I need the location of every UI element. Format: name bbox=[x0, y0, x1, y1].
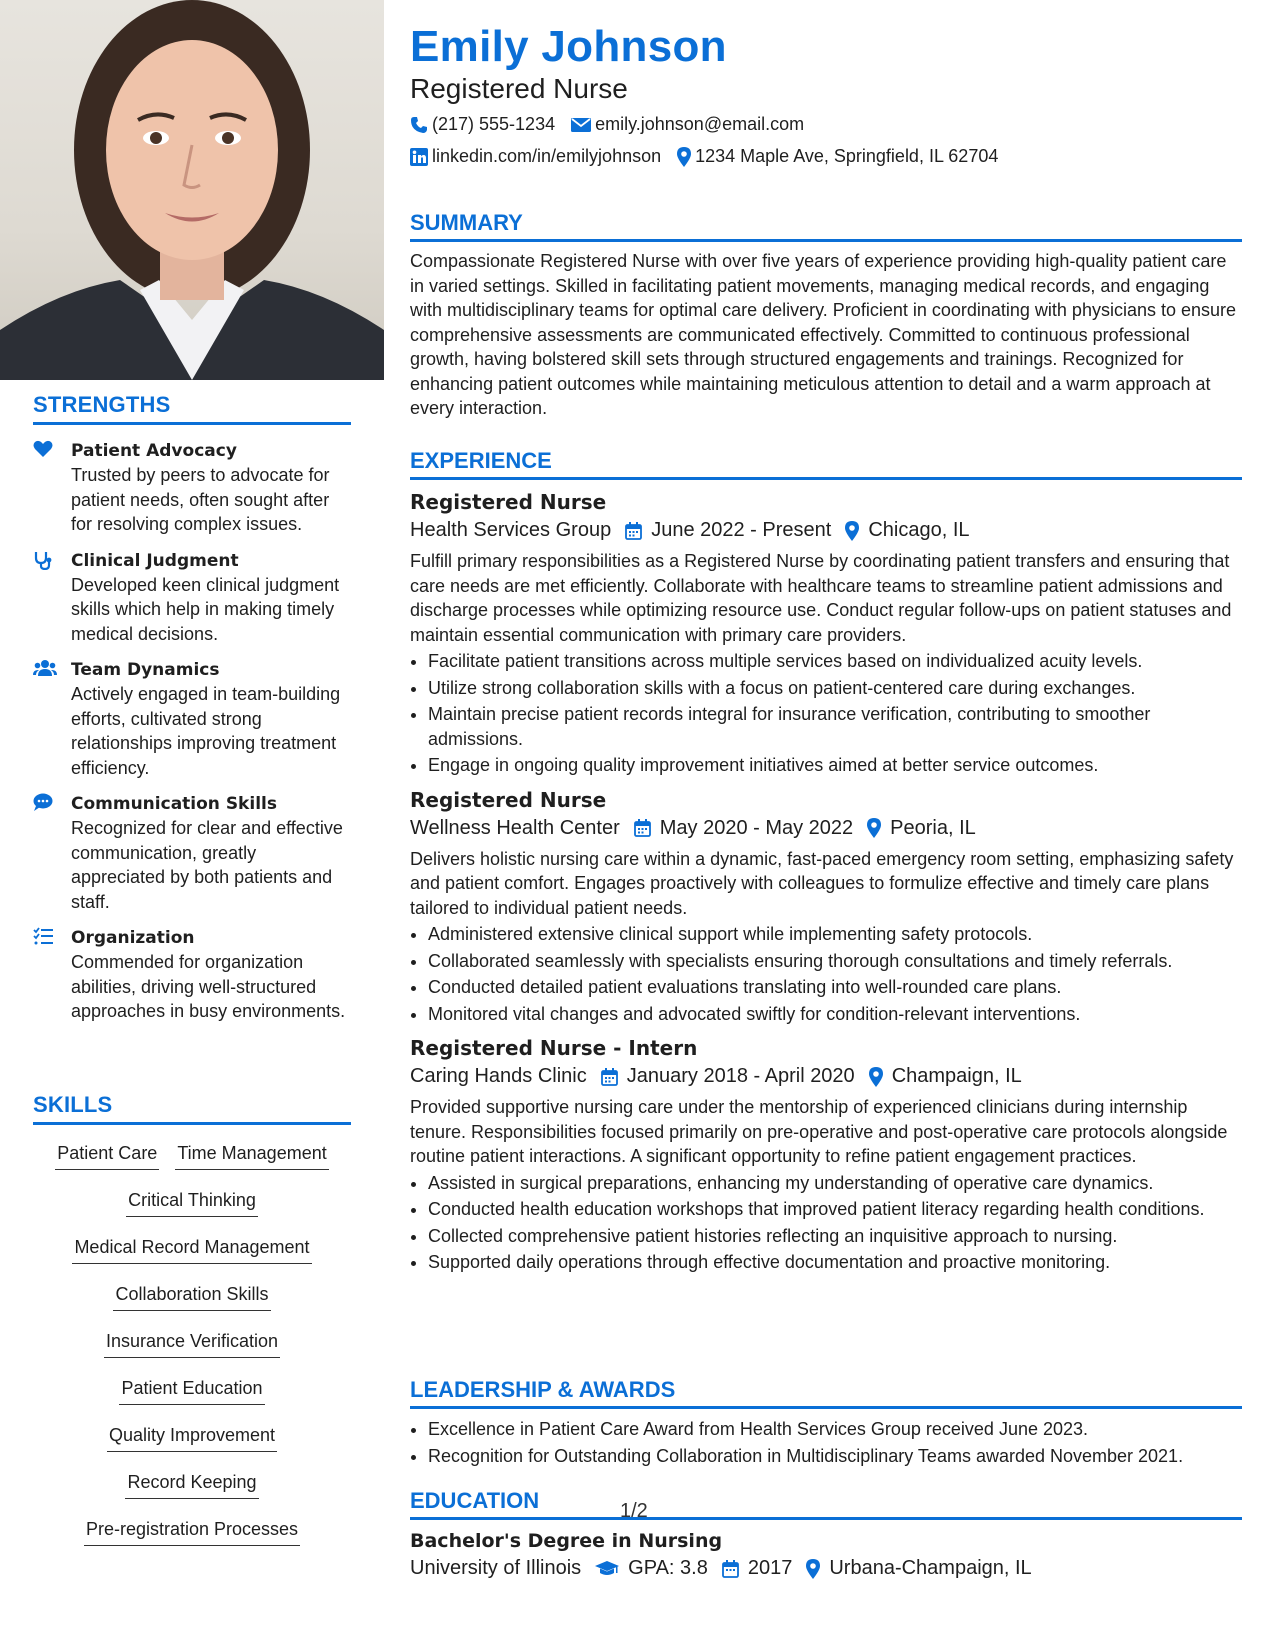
heart-icon bbox=[33, 440, 55, 460]
strengths-heading: STRENGTHS bbox=[33, 392, 351, 425]
job-meta bbox=[410, 817, 1242, 840]
gpa bbox=[595, 1557, 708, 1580]
experience-section bbox=[410, 448, 1242, 1277]
job-title: Registered Nurse bbox=[410, 490, 607, 514]
location-text: Champaign, IL bbox=[891, 1065, 1022, 1087]
awards-section bbox=[410, 1377, 1242, 1470]
phone-icon bbox=[410, 116, 428, 134]
strength-title: Communication Skills bbox=[71, 794, 277, 814]
skill-tag: Patient Education bbox=[119, 1374, 264, 1405]
strength-item bbox=[33, 792, 351, 914]
linkedin-item[interactable] bbox=[410, 146, 661, 167]
bullet-item: • Assisted in surgical preparations, enhancing my understanding of operative care dynamics. bbox=[428, 1171, 1242, 1196]
strength-item bbox=[33, 658, 351, 780]
candidate-name: Emily Johnson bbox=[410, 22, 727, 71]
gpa-text: GPA: 3.8 bbox=[628, 1557, 708, 1579]
strength-title: Patient Advocacy bbox=[71, 441, 237, 461]
address-item bbox=[677, 146, 998, 167]
job-desc: Provided supportive nursing care under the mentorship of experienced clinicians during internship tenure. Responsibilities focused primarily on pre-operative and post-operative care protocols alongside routine patient interactions. A significant opportunity to refine patient engagement practices. bbox=[410, 1097, 1228, 1166]
strength-desc: Recognized for clear and effective communication, greatly appreciated by both patients and staff. bbox=[71, 818, 343, 912]
strength-item bbox=[33, 439, 351, 537]
award-item: • Excellence in Patient Care Award from Health Services Group received June 2023. bbox=[428, 1417, 1242, 1442]
page-number: 1/2 bbox=[620, 1500, 648, 1522]
location-pin-icon bbox=[845, 521, 859, 541]
contact-row-2 bbox=[410, 146, 1014, 167]
location-pin-icon bbox=[677, 147, 691, 167]
summary-section bbox=[410, 210, 1242, 421]
profile-photo bbox=[0, 0, 384, 380]
skill-tag: Insurance Verification bbox=[104, 1327, 280, 1358]
skills-section bbox=[33, 1092, 351, 1562]
job-title: Registered Nurse - Intern bbox=[410, 1036, 698, 1060]
skill-tag: Time Management bbox=[175, 1139, 328, 1170]
education-section bbox=[410, 1488, 1242, 1580]
job-desc: Delivers holistic nursing care within a dynamic, fast-paced emergency room setting, emphasizing safety and patient comfort. Engages proactively with colleagues to formulize effective and timely care plans tailored to individual patient needs. bbox=[410, 848, 1234, 918]
job-entry bbox=[410, 788, 1242, 1027]
job-bullets bbox=[410, 649, 1242, 778]
strength-desc: Actively engaged in team-building efforts, cultivated strong relationships improving treatment efficiency. bbox=[71, 684, 341, 778]
awards-heading: LEADERSHIP & AWARDS bbox=[410, 1377, 1242, 1409]
linkedin-text: linkedin.com/in/emilyjohnson bbox=[432, 146, 662, 166]
bullet-item: • Facilitate patient transitions across multiple services based on individualized acuity levels. bbox=[428, 649, 1242, 674]
bullet-item: • Engage in ongoing quality improvement initiatives aimed at better service outcomes. bbox=[428, 753, 1242, 778]
job-location bbox=[869, 1065, 1022, 1088]
strength-title: Team Dynamics bbox=[71, 660, 220, 680]
bullet-item: • Utilize strong collaboration skills with a focus on patient-centered care during exchanges. bbox=[428, 676, 1242, 701]
strength-desc: Commended for organization abilities, driving well-structured approaches in busy environments. bbox=[71, 952, 346, 1021]
email-text: emily.johnson@email.com bbox=[595, 114, 805, 134]
job-company bbox=[410, 1065, 587, 1088]
graduation-year bbox=[722, 1557, 793, 1580]
job-company bbox=[410, 519, 611, 542]
education-location bbox=[806, 1557, 1031, 1580]
contact-row bbox=[410, 114, 820, 135]
calendar-icon bbox=[625, 522, 642, 540]
education-meta bbox=[410, 1557, 1242, 1580]
job-company bbox=[410, 817, 620, 840]
company-text: Wellness Health Center bbox=[410, 816, 620, 839]
strength-title: Clinical Judgment bbox=[71, 550, 239, 571]
calendar-icon bbox=[722, 1560, 739, 1578]
summary-heading: SUMMARY bbox=[410, 210, 1242, 242]
experience-heading: EXPERIENCE bbox=[410, 448, 1242, 480]
skill-tag: Collaboration Skills bbox=[113, 1280, 270, 1311]
job-desc: Fulfill primary responsibilities as a Registered Nurse by coordinating patient transfers and ensuring that care needs are met efficiently. Collaborate with healthcare teams to streamline patient admissions and discharge processes while optimizing resource use. Conduct regular follow-ups on patient statuses and maintain essential communication with primary care providers. bbox=[410, 551, 1232, 645]
skills-heading: SKILLS bbox=[33, 1092, 351, 1125]
job-entry bbox=[410, 490, 1242, 778]
strengths-section bbox=[33, 392, 351, 1024]
skill-tag: Patient Care bbox=[55, 1139, 159, 1170]
dates-text: May 2020 - May 2022 bbox=[659, 816, 854, 839]
strength-desc: Developed keen clinical judgment skills which help in making timely medical decisions. bbox=[71, 574, 340, 644]
bullet-item: • Collaborated seamlessly with specialists ensuring thorough consultations and timely referrals. bbox=[428, 949, 1242, 974]
location-pin-icon bbox=[806, 1559, 820, 1579]
bullet-item: • Administered extensive clinical support while implementing safety protocols. bbox=[428, 922, 1242, 947]
checklist-icon bbox=[33, 927, 55, 947]
strength-title: Organization bbox=[71, 928, 195, 948]
phone-text: (217) 555-1234 bbox=[432, 114, 556, 134]
bullet-item: • Conducted health education workshops that improved patient literacy regarding health conditions. bbox=[428, 1197, 1242, 1222]
education-heading: EDUCATION bbox=[410, 1488, 1242, 1520]
location-pin-icon bbox=[867, 818, 881, 838]
users-icon bbox=[33, 659, 55, 679]
awards-list bbox=[410, 1417, 1242, 1468]
strength-item bbox=[33, 549, 351, 647]
location-text: Urbana-Champaign, IL bbox=[829, 1557, 1032, 1579]
location-pin-icon bbox=[869, 1067, 883, 1087]
job-bullets bbox=[410, 922, 1242, 1026]
bullet-item: • Conducted detailed patient evaluations translating into well-rounded care plans. bbox=[428, 975, 1242, 1000]
skill-tag: Critical Thinking bbox=[126, 1186, 258, 1217]
chat-icon bbox=[33, 793, 55, 813]
calendar-icon bbox=[634, 819, 651, 837]
bullet-item: • Supported daily operations through effective documentation and proactive monitoring. bbox=[428, 1250, 1242, 1275]
location-text: Chicago, IL bbox=[868, 519, 970, 541]
job-meta bbox=[410, 1065, 1242, 1088]
email-item[interactable] bbox=[571, 114, 804, 135]
job-location bbox=[845, 519, 969, 542]
phone-item[interactable] bbox=[410, 114, 555, 135]
strength-desc: Trusted by peers to advocate for patient needs, often sought after for resolving complex issues. bbox=[71, 465, 330, 534]
company-text: Health Services Group bbox=[410, 519, 612, 541]
degree-title: Bachelor's Degree in Nursing bbox=[410, 1530, 723, 1552]
strength-item bbox=[33, 926, 351, 1024]
email-icon bbox=[571, 117, 591, 133]
award-item: • Recognition for Outstanding Collaboration in Multidisciplinary Teams awarded November 2021. bbox=[428, 1444, 1242, 1469]
stethoscope-icon bbox=[33, 550, 55, 570]
year-text: 2017 bbox=[747, 1557, 793, 1579]
candidate-title: Registered Nurse bbox=[410, 73, 628, 104]
dates-text: January 2018 - April 2020 bbox=[626, 1065, 855, 1087]
linkedin-icon bbox=[410, 148, 428, 166]
bullet-item: • Collected comprehensive patient histories reflecting an inquisitive approach to nursing. bbox=[428, 1224, 1242, 1249]
skill-tag: Quality Improvement bbox=[107, 1421, 277, 1452]
dates-text: June 2022 - Present bbox=[651, 519, 832, 541]
company-text: Caring Hands Clinic bbox=[410, 1065, 587, 1087]
school-text: University of Illinois bbox=[410, 1557, 582, 1579]
left-column bbox=[0, 0, 384, 1650]
job-location bbox=[867, 817, 976, 840]
job-dates bbox=[634, 817, 853, 840]
job-title: Registered Nurse bbox=[410, 787, 607, 812]
job-entry bbox=[410, 1036, 1242, 1275]
skill-tag: Pre-registration Processes bbox=[84, 1515, 300, 1546]
job-meta bbox=[410, 519, 1242, 542]
skills-list bbox=[33, 1139, 351, 1562]
location-text: Peoria, IL bbox=[890, 816, 976, 839]
bullet-item: • Monitored vital changes and advocated swiftly for condition-relevant interventions. bbox=[428, 1002, 1242, 1027]
summary-text: Compassionate Registered Nurse with over five years of experience providing high-quality patient care in varied settings. Skilled in facilitating patient movements, managing medical records, and engaging with multidisciplinary teams for optimal care delivery. Proficient in coordinating with physicians to ensure comprehensive assessments are communicated effectively. Committed to continuous professional growth, having bolstered skill sets through structured engagements and trainings. Recognized for enhancing patient outcomes while maintaining meticulous attention to detail and a warm approach at every interaction. bbox=[410, 251, 1237, 418]
job-dates bbox=[625, 519, 831, 542]
skill-tag: Record Keeping bbox=[125, 1468, 258, 1499]
job-dates bbox=[601, 1065, 855, 1088]
job-bullets bbox=[410, 1171, 1242, 1275]
skill-tag: Medical Record Management bbox=[72, 1233, 311, 1264]
bullet-item: • Maintain precise patient records integral for insurance verification, contributing to smoother admissions. bbox=[428, 702, 1242, 751]
graduation-cap-icon bbox=[595, 1560, 619, 1578]
address-text: 1234 Maple Ave, Springfield, IL 62704 bbox=[695, 146, 999, 166]
school bbox=[410, 1557, 581, 1580]
calendar-icon bbox=[601, 1068, 618, 1086]
